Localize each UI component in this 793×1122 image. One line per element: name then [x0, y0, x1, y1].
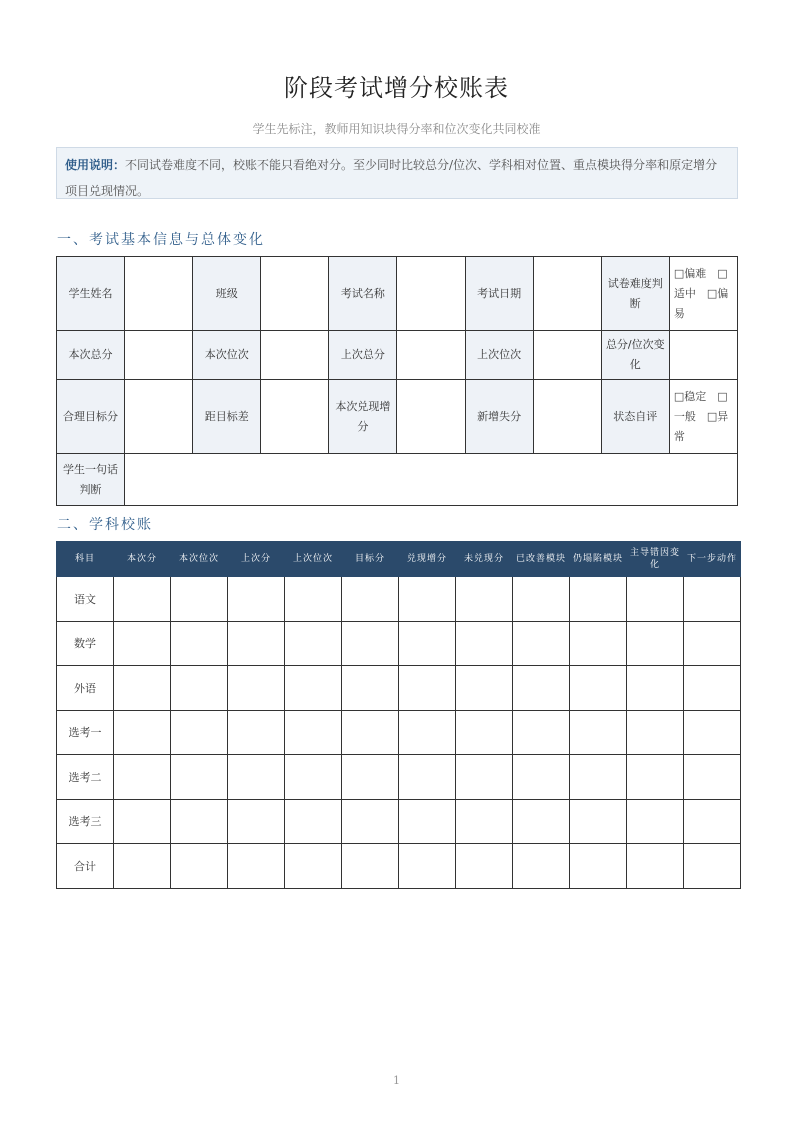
table-cell[interactable]	[171, 666, 228, 711]
table-cell[interactable]	[627, 799, 684, 844]
field-new-loss[interactable]	[533, 380, 601, 454]
table-row	[57, 710, 741, 755]
subject-table-header	[57, 542, 741, 577]
table-row	[57, 666, 741, 711]
field-class[interactable]	[261, 257, 329, 331]
table-cell[interactable]	[171, 621, 228, 666]
table-cell[interactable]	[399, 577, 456, 622]
header-cell: 兑现增分	[399, 542, 456, 577]
table-cell[interactable]	[684, 710, 741, 755]
header-cell: 下一步动作	[684, 542, 741, 577]
table-cell[interactable]	[627, 755, 684, 800]
field-score-now[interactable]	[125, 331, 193, 380]
section-title-subjects: 二、学科校账	[57, 517, 153, 533]
table-cell[interactable]	[285, 710, 342, 755]
subject-table	[56, 541, 741, 889]
table-row	[57, 799, 741, 844]
usage-note-label: 使用说明：	[65, 158, 126, 172]
table-cell[interactable]	[684, 755, 741, 800]
table-cell[interactable]	[513, 844, 570, 889]
table-cell[interactable]	[399, 666, 456, 711]
table-cell[interactable]	[171, 577, 228, 622]
table-cell[interactable]	[342, 755, 399, 800]
header-cell: 目标分	[342, 542, 399, 577]
table-cell[interactable]	[342, 621, 399, 666]
table-cell[interactable]	[228, 844, 285, 889]
table-cell[interactable]	[114, 755, 171, 800]
subject-name: 语文	[57, 577, 114, 622]
table-cell[interactable]	[171, 799, 228, 844]
table-cell[interactable]	[570, 844, 627, 889]
table-cell[interactable]	[570, 755, 627, 800]
table-cell[interactable]	[513, 621, 570, 666]
table-cell[interactable]	[114, 710, 171, 755]
table-cell[interactable]	[342, 666, 399, 711]
label-difficulty: 试卷难度判断	[601, 257, 669, 331]
subject-name: 数学	[57, 621, 114, 666]
table-cell[interactable]	[114, 577, 171, 622]
table-cell[interactable]	[456, 799, 513, 844]
table-cell[interactable]	[627, 621, 684, 666]
difficulty-options[interactable]: □偏难 □适中 □偏易	[669, 257, 737, 331]
table-cell[interactable]	[399, 755, 456, 800]
field-score-rank-change[interactable]	[669, 331, 737, 380]
table-cell[interactable]	[513, 710, 570, 755]
table-cell[interactable]	[399, 799, 456, 844]
table-cell[interactable]	[171, 710, 228, 755]
table-cell[interactable]	[513, 666, 570, 711]
basic-info-table	[56, 256, 738, 506]
table-cell[interactable]	[627, 666, 684, 711]
table-cell[interactable]	[285, 577, 342, 622]
field-target[interactable]	[125, 380, 193, 454]
label-exam-date: 考试日期	[465, 257, 533, 331]
subject-name: 选考一	[57, 710, 114, 755]
table-cell[interactable]	[171, 844, 228, 889]
header-cell: 科目	[57, 542, 114, 577]
label-target: 合理目标分	[57, 380, 125, 454]
header-cell: 主导错因变化	[627, 542, 684, 577]
label-gap: 距目标差	[193, 380, 261, 454]
table-cell[interactable]	[513, 799, 570, 844]
label-realized: 本次兑现增分	[329, 380, 397, 454]
table-cell[interactable]	[285, 799, 342, 844]
table-cell[interactable]	[114, 666, 171, 711]
header-cell: 未兑现分	[456, 542, 513, 577]
table-cell[interactable]	[399, 844, 456, 889]
table-cell[interactable]	[570, 710, 627, 755]
label-rank-now: 本次位次	[193, 331, 261, 380]
table-cell[interactable]	[285, 844, 342, 889]
table-cell[interactable]	[228, 799, 285, 844]
page-number: 1	[393, 1074, 400, 1087]
table-row	[57, 844, 741, 889]
table-cell[interactable]	[456, 710, 513, 755]
label-student-name: 学生姓名	[57, 257, 125, 331]
table-cell[interactable]	[684, 844, 741, 889]
section-title-basic-info: 一、考试基本信息与总体变化	[57, 232, 265, 248]
label-new-loss: 新增失分	[465, 380, 533, 454]
field-gap[interactable]	[261, 380, 329, 454]
field-score-last[interactable]	[397, 331, 465, 380]
usage-note-text: 不同试卷难度不同，校账不能只看绝对分。至少同时比较总分/位次、学科相对位置、重点模块得分率和原定增分项目兑现情况。	[65, 158, 718, 198]
header-cell: 本次位次	[171, 542, 228, 577]
table-cell[interactable]	[171, 755, 228, 800]
subject-name: 选考二	[57, 755, 114, 800]
table-cell[interactable]	[228, 666, 285, 711]
table-cell[interactable]	[570, 799, 627, 844]
table-cell[interactable]	[114, 844, 171, 889]
table-row	[57, 621, 741, 666]
table-cell[interactable]	[285, 666, 342, 711]
header-cell: 本次分	[114, 542, 171, 577]
page-title: 阶段考试增分校账表	[284, 74, 509, 102]
label-class: 班级	[193, 257, 261, 331]
field-rank-last[interactable]	[533, 331, 601, 380]
table-cell[interactable]	[114, 799, 171, 844]
table-cell[interactable]	[684, 799, 741, 844]
label-score-last: 上次总分	[329, 331, 397, 380]
table-cell[interactable]	[627, 844, 684, 889]
table-cell[interactable]	[456, 755, 513, 800]
field-rank-now[interactable]	[261, 331, 329, 380]
table-cell[interactable]	[399, 621, 456, 666]
table-cell[interactable]	[342, 577, 399, 622]
table-cell[interactable]	[570, 621, 627, 666]
table-row	[57, 577, 741, 622]
table-cell[interactable]	[456, 666, 513, 711]
table-cell[interactable]	[228, 755, 285, 800]
header-cell: 已改善模块	[513, 542, 570, 577]
table-cell[interactable]	[456, 621, 513, 666]
label-exam-name: 考试名称	[329, 257, 397, 331]
table-cell[interactable]	[399, 710, 456, 755]
table-row	[57, 755, 741, 800]
table-cell[interactable]	[513, 755, 570, 800]
field-realized[interactable]	[397, 380, 465, 454]
label-score-rank-change: 总分/位次变化	[601, 331, 669, 380]
subject-name: 合计	[57, 844, 114, 889]
header-cell: 上次分	[228, 542, 285, 577]
state-options[interactable]: □稳定 □一般 □异常	[669, 380, 737, 454]
page-subtitle: 学生先标注，教师用知识块得分率和位次变化共同校准	[252, 122, 541, 136]
header-cell: 上次位次	[285, 542, 342, 577]
table-cell[interactable]	[684, 666, 741, 711]
table-cell[interactable]	[513, 577, 570, 622]
field-one-line[interactable]	[125, 454, 738, 506]
table-cell[interactable]	[342, 844, 399, 889]
table-cell[interactable]	[285, 621, 342, 666]
table-cell[interactable]	[285, 755, 342, 800]
table-cell[interactable]	[570, 666, 627, 711]
field-exam-date[interactable]	[533, 257, 601, 331]
table-cell[interactable]	[684, 621, 741, 666]
table-cell[interactable]	[228, 710, 285, 755]
table-cell[interactable]	[114, 621, 171, 666]
label-rank-last: 上次位次	[465, 331, 533, 380]
subject-name: 选考三	[57, 799, 114, 844]
table-cell[interactable]	[228, 621, 285, 666]
table-cell[interactable]	[456, 844, 513, 889]
table-cell[interactable]	[684, 577, 741, 622]
table-cell[interactable]	[342, 710, 399, 755]
table-cell[interactable]	[570, 577, 627, 622]
label-score-now: 本次总分	[57, 331, 125, 380]
field-exam-name[interactable]	[397, 257, 465, 331]
table-cell[interactable]	[627, 577, 684, 622]
field-student-name[interactable]	[125, 257, 193, 331]
table-cell[interactable]	[456, 577, 513, 622]
label-self-eval: 状态自评	[601, 380, 669, 454]
usage-note	[56, 147, 738, 199]
table-cell[interactable]	[228, 577, 285, 622]
header-cell: 仍塌陷模块	[570, 542, 627, 577]
subject-name: 外语	[57, 666, 114, 711]
table-cell[interactable]	[342, 799, 399, 844]
label-one-line: 学生一句话判断	[57, 454, 125, 506]
table-cell[interactable]	[627, 710, 684, 755]
